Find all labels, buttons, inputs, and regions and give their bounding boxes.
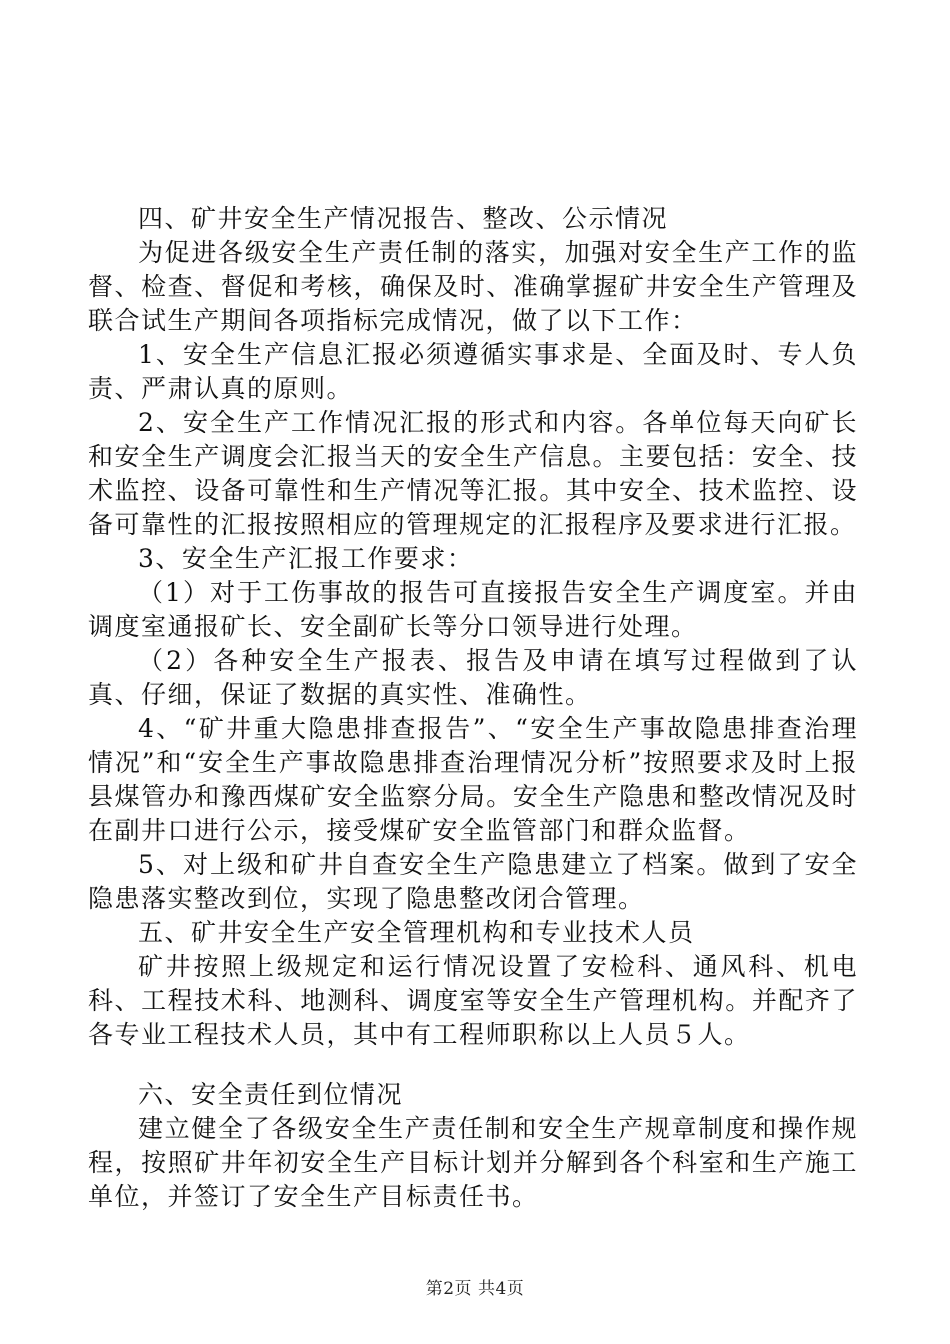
heading-section-6: 六、安全责任到位情况: [138, 1080, 404, 1109]
paragraph-section-5: 矿井按照上级规定和运行情况设置了安检科、通风科、机电科、工程技术科、地测科、调度室等安全生产管理机构。并配齐了各专业工程技术人员，其中有工程师职称以上人员５人。: [88, 952, 858, 1049]
paragraph-item-3: 3、安全生产汇报工作要求：: [138, 544, 474, 573]
heading-section-5: 五、矿井安全生产安全管理机构和专业技术人员: [138, 918, 695, 947]
page-number-footer: 第2页 共4页: [425, 1279, 525, 1299]
paragraph-item-3-1: （1）对于工伤事故的报告可直接报告安全生产调度室。并由调度室通报矿长、安全副矿长等分口领导进行处理。: [88, 578, 858, 641]
paragraph-item-4: 4、“矿井重大隐患排查报告”、“安全生产事故隐患排查治理情况”和“安全生产事故隐患排查治理情况分析”按照要求及时上报县煤管办和豫西煤矿安全监察分局。安全生产隐患和整改情况及时在副井口进行公示，接受煤矿安全监管部门和群众监督。: [88, 714, 858, 845]
paragraph-item-2: 2、安全生产工作情况汇报的形式和内容。各单位每天向矿长和安全生产调度会汇报当天的安全生产信息。主要包括：安全、技术监控、设备可靠性和生产情况等汇报。其中安全、技术监控、设备可靠性的汇报按照相应的管理规定的汇报程序及要求进行汇报。: [88, 408, 858, 539]
paragraph-item-5: 5、对上级和矿井自查安全生产隐患建立了档案。做到了安全隐患落实整改到位，实现了隐患整改闭合管理。: [88, 850, 858, 913]
paragraph-intro: 为促进各级安全生产责任制的落实，加强对安全生产工作的监督、检查、督促和考核，确保及时、准确掌握矿井安全生产管理及联合试生产期间各项指标完成情况，做了以下工作：: [88, 238, 858, 335]
paragraph-section-6: 建立健全了各级安全生产责任制和安全生产规章制度和操作规程，按照矿井年初安全生产目标计划并分解到各个科室和生产施工单位，并签订了安全生产目标责任书。: [88, 1114, 858, 1211]
paragraph-item-1: 1、安全生产信息汇报必须遵循实事求是、全面及时、专人负责、严肃认真的原则。: [88, 340, 858, 403]
heading-section-4: 四、矿井安全生产情况报告、整改、公示情况: [138, 204, 669, 233]
document-body: [88, 202, 858, 1214]
paragraph-item-3-2: （2）各种安全生产报表、报告及申请在填写过程做到了认真、仔细，保证了数据的真实性、准确性。: [88, 646, 858, 709]
